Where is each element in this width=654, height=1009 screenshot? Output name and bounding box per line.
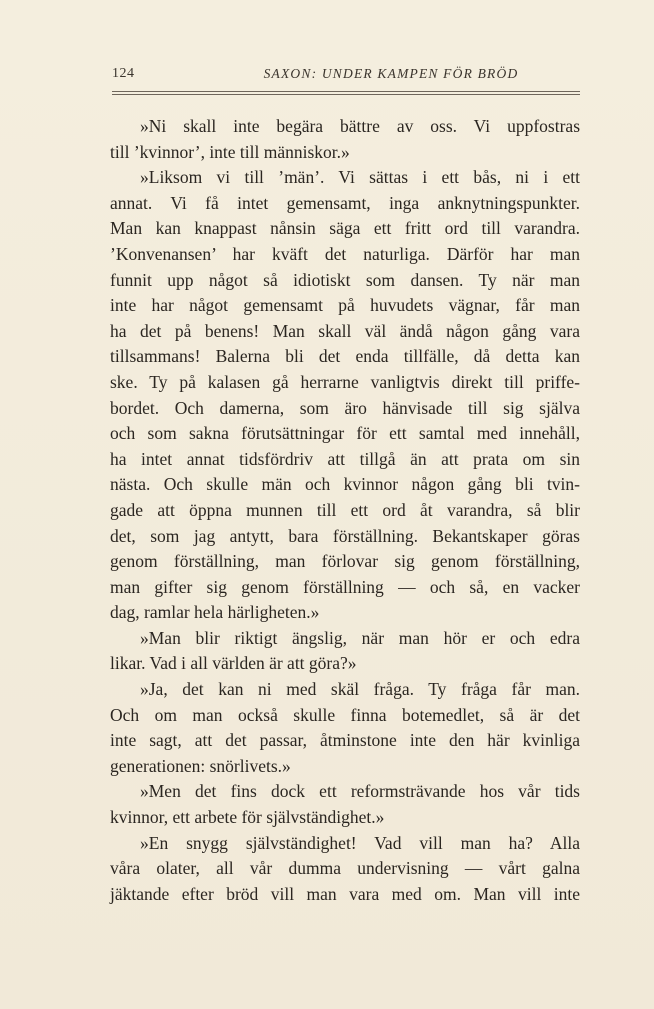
text-line: till ’kvinnor’, inte till människor.» — [110, 141, 350, 162]
body-text — [110, 114, 580, 907]
text-line: »En snygg självständighet! Vad vill man ha? Alla — [140, 832, 580, 853]
text-line: bordet. Och damerna, som äro hänvisade till sig själva — [110, 397, 580, 418]
text-line: ha det på benens! Man skall väl ändå någon gång vara — [110, 320, 580, 341]
text-line: ske. Ty på kalasen gå herrarne vanligtvis direkt till priffe- — [110, 371, 580, 392]
text-line: och som sakna förutsättningar för ett samtal med innehåll, — [110, 423, 580, 444]
text-line: nästa. Och skulle män och kvinnor någon gång bli tvin- — [110, 474, 580, 495]
page-header — [112, 66, 580, 88]
text-line: »Liksom vi till ’män’. Vi sättas i ett bås, ni i ett — [140, 167, 580, 188]
text-line: funnit upp något så idiotiskt som dansen. Ty när man — [110, 269, 580, 290]
text-line: Och om man också skulle finna botemedlet, så är det — [110, 704, 580, 725]
text-line: dag, ramlar hela härligheten.» — [110, 602, 320, 623]
text-line: likar. Vad i all världen är att göra?» — [110, 653, 357, 674]
text-line: ha intet annat tidsfördriv att tillgå än att prata om sin — [110, 448, 580, 469]
text-line: generationen: snörlivets.» — [110, 755, 291, 776]
text-line: »Ni skall inte begära bättre av oss. Vi uppfostras — [140, 116, 580, 136]
text-line: »Ja, det kan ni med skäl fråga. Ty fråga får man. — [140, 679, 580, 700]
text-line: kvinnor, ett arbete för självständighet.» — [110, 807, 385, 828]
text-line: annat. Vi få intet gemensamt, inga anknytningspunkter. — [110, 192, 580, 213]
running-head: SAXON: UNDER KAMPEN FÖR BRÖD — [263, 66, 519, 81]
text-line: ’Konvenansen’ har kväft det naturliga. Därför har man — [110, 243, 580, 264]
text-line: genom förställning, man förlovar sig genom förställning, — [110, 551, 580, 572]
text-line: inte har något gemensamt på huvudets vägnar, får man — [110, 295, 580, 316]
text-line: det, som jag antytt, bara förställning. Bekantskaper göras — [110, 525, 580, 546]
text-line: våra olater, all vår dumma undervisning — vårt galna — [110, 858, 580, 879]
text-line: Man kan knappast nånsin säga ett fritt ord till varandra. — [110, 218, 580, 239]
header-rule-top — [112, 91, 580, 92]
header-rule-bottom — [112, 94, 580, 95]
text-line: man gifter sig genom förställning — och så, en vacker — [110, 576, 580, 597]
text-line: »Men det fins dock ett reformsträvande hos vår tids — [140, 781, 580, 802]
page-number: 124 — [112, 66, 135, 81]
text-line: gade att öppna munnen till ett ord åt varandra, så blir — [110, 499, 580, 520]
text-line: jäktande efter bröd vill man vara med om. Man vill inte — [110, 883, 580, 904]
text-line: inte sagt, att det passar, åtminstone inte den här kvinliga — [110, 730, 580, 751]
text-line: tillsammans! Balerna bli det enda tillfälle, då detta kan — [110, 346, 580, 367]
text-line: »Man blir riktigt ängslig, när man hör er och edra — [140, 627, 580, 648]
